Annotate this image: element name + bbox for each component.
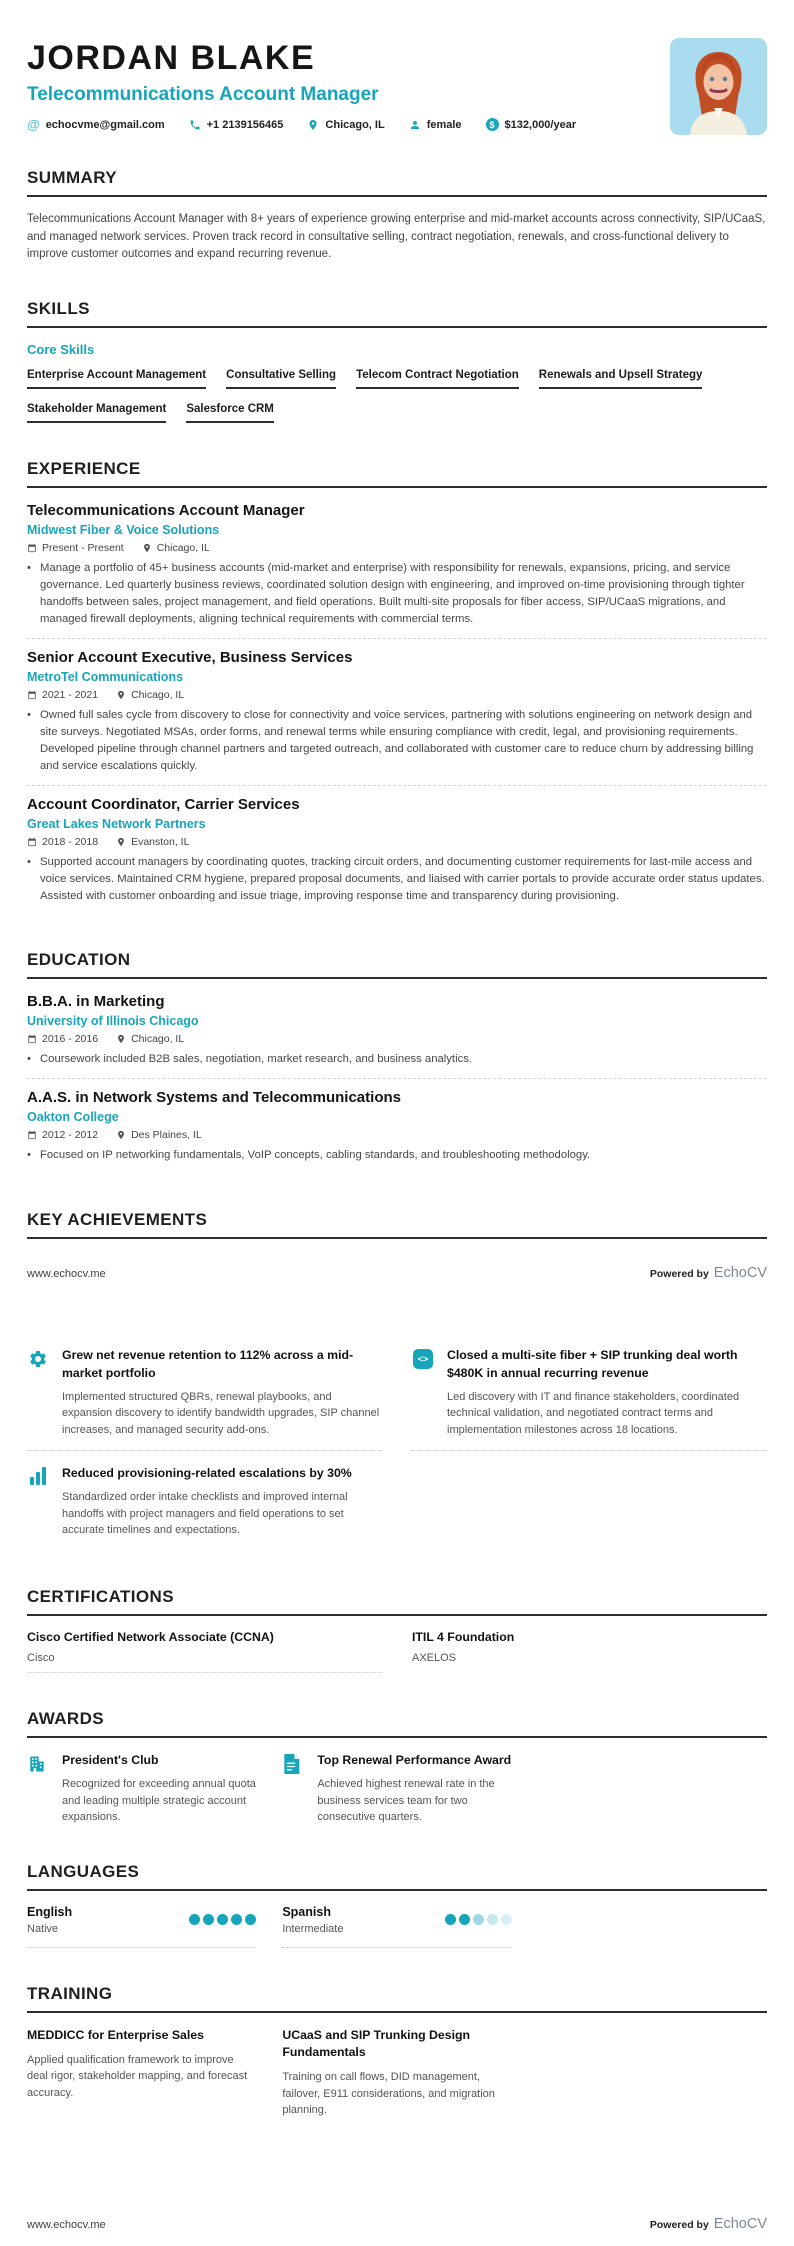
summary-text: Telecommunications Account Manager with 8+ years of experience growing enterprise and mid-market accounts across connectivity, SIP/UCaaS, and managed network services. Proven track record in consultative selling, contract negotiation, renewals, and cross-functional delivery to improve customer outcomes and expand recurring revenue. <box>27 213 766 260</box>
training-item <box>282 2027 511 2119</box>
languages-heading: LANGUAGES <box>27 1862 767 1891</box>
phone-icon <box>189 119 201 131</box>
education-entry <box>27 1089 767 1174</box>
gear-icon <box>27 1347 49 1438</box>
job-bullet: • Manage a portfolio of 45+ business accounts (mid-market and enterprise) with responsibility for renewals, expansions, pricing, and service governance. Led quarterly business reviews, coordinated solution design with engineering, and improved on-time provisioning through tighter handoffs between sales, project management, and field operations. Built multi-site proposals for fiber access, SIP/UCaaS migrations, and managed firewall deployments, aligning technical requirements with commercial terms. <box>27 560 767 628</box>
education-meta <box>27 1129 767 1141</box>
achievement-desc: Implemented structured QBRs, renewal playbooks, and expansion discovery to identify bandwidth upgrades, SIP channel increases, and managed security add-ons. <box>62 1390 380 1436</box>
skills-group-label: Core Skills <box>27 342 95 358</box>
certifications-heading: CERTIFICATIONS <box>27 1587 767 1616</box>
education-entry <box>27 993 767 1079</box>
echocv-brand: EchoCV <box>713 2216 767 2232</box>
job-meta <box>27 542 767 554</box>
language-level: Native <box>27 1922 59 1935</box>
education-meta <box>27 1033 767 1045</box>
education-bullet: • Focused on IP networking fundamentals, VoIP concepts, cabling standards, and troubleshooting methodology. <box>27 1147 767 1164</box>
header <box>27 40 767 132</box>
award-item <box>282 1752 511 1826</box>
education-bullet: • Coursework included B2B sales, negotiation, market research, and business analytics. <box>27 1051 767 1068</box>
achievement-title: Grew net revenue retention to 112% across a mid-market portfolio <box>62 1348 354 1380</box>
degree-title: B.B.A. in Marketing <box>27 993 165 1011</box>
language-proficiency-dots <box>445 1914 512 1925</box>
job-location-text: Chicago, IL <box>156 542 210 555</box>
training-title: MEDDICC for Enterprise Sales <box>27 2027 204 2042</box>
calendar-icon <box>27 543 37 553</box>
job-meta <box>27 689 767 701</box>
contact-salary <box>486 118 577 131</box>
job-dates <box>27 836 98 848</box>
skills-heading: SKILLS <box>27 299 767 328</box>
contact-phone <box>189 119 284 131</box>
language-level: Intermediate <box>282 1922 344 1935</box>
location-pin-icon <box>116 837 126 847</box>
language-labels <box>282 1905 343 1935</box>
certification-item <box>412 1630 767 1673</box>
calendar-icon <box>27 1130 37 1140</box>
achievement-item <box>27 1465 382 1551</box>
awards-heading: AWARDS <box>27 1709 767 1738</box>
education-dates <box>27 1033 98 1045</box>
job-date-text: 2021 - 2021 <box>42 688 99 701</box>
experience-entry <box>27 796 767 915</box>
bar-chart-icon <box>27 1465 49 1539</box>
location-pin-icon <box>116 690 126 700</box>
job-date-text: Present - Present <box>42 542 124 555</box>
location-pin-icon <box>116 1130 126 1140</box>
language-name: English <box>27 1904 73 1919</box>
footer-site-url: www.echocv.me <box>27 2219 106 2231</box>
page-footer <box>27 1265 767 1281</box>
footer-powered <box>650 2216 767 2232</box>
award-title: Top Renewal Performance Award <box>317 1752 512 1767</box>
job-location-text: Chicago, IL <box>131 688 185 701</box>
job-location <box>116 689 184 701</box>
profile-photo <box>670 38 767 135</box>
job-title: Senior Account Executive, Business Services <box>27 648 353 666</box>
job-location <box>116 836 189 848</box>
training-heading: TRAINING <box>27 1984 767 2013</box>
achievement-desc: Led discovery with IT and finance stakeholders, coordinated technical validation, and negotiated contract terms and implementation milestones across 18 locations. <box>447 1390 740 1436</box>
certification-item <box>27 1630 382 1673</box>
email-icon <box>27 117 40 132</box>
footer-site-url: www.echocv.me <box>27 1268 106 1281</box>
training-item <box>27 2027 256 2119</box>
education-dates <box>27 1129 98 1141</box>
headline-title: Telecommunications Account Manager <box>27 84 379 106</box>
language-labels <box>27 1905 72 1935</box>
degree-title: A.A.S. in Network Systems and Telecommunications <box>27 1089 401 1107</box>
training-title: UCaaS and SIP Trunking Design Fundamentals <box>282 2027 471 2059</box>
job-dates <box>27 542 124 554</box>
training-grid <box>27 2027 767 2119</box>
award-body <box>62 1752 256 1826</box>
calendar-icon <box>27 837 37 847</box>
training-desc: Training on call flows, DID management, failover, E911 considerations, and migration planning. <box>282 2071 495 2117</box>
certification-issuer: Cisco <box>27 1652 382 1673</box>
section-summary <box>27 168 767 263</box>
section-education <box>27 950 767 1174</box>
section-training <box>27 1984 767 2119</box>
certification-name: ITIL 4 Foundation <box>412 1629 515 1644</box>
education-date-text: 2016 - 2016 <box>42 1033 99 1046</box>
location-pin-icon <box>142 543 152 553</box>
section-awards <box>27 1709 767 1826</box>
experience-entry <box>27 502 767 639</box>
education-location <box>116 1033 184 1045</box>
achievement-body <box>62 1465 382 1539</box>
achievement-title: Reduced provisioning-related escalations by 30% <box>62 1466 352 1481</box>
company-name: MetroTel Communications <box>27 669 184 684</box>
contact-row <box>27 117 767 132</box>
job-bullet: • Supported account managers by coordinating quotes, tracking circuit orders, and documenting customer requirements for last-mile access and voice services. Maintained CRM hygiene, prepared proposal documents, and liaised with carrier portals to provide accurate order status updates. Assisted with customer onboarding and issue triage, improving response time and transparency during provisioning. <box>27 854 767 905</box>
building-icon <box>27 1752 49 1826</box>
location-pin-icon <box>116 1034 126 1044</box>
job-location-text: Evanston, IL <box>131 835 190 848</box>
award-item <box>27 1752 256 1826</box>
contact-email-text: echocvme@gmail.com <box>45 118 165 131</box>
skill-chip: Consultative Selling <box>226 369 336 389</box>
contact-location <box>307 119 384 131</box>
job-bullet: • Owned full sales cycle from discovery to close for connectivity and voice services, partnering with solutions engineering on network design and site surveys. Negotiated MSAs, order forms, and renewal terms while ensuring compliance with credit, legal, and provisioning requirements. Developed pipeline through channel partners and targeted outreach, and collaborated with customer care to reduce churn by addressing billing and service escalations quickly. <box>27 707 767 775</box>
section-experience <box>27 459 767 914</box>
job-title: Telecommunications Account Manager <box>27 502 305 520</box>
education-location-text: Chicago, IL <box>131 1033 185 1046</box>
job-meta <box>27 836 767 848</box>
skill-chip: Salesforce CRM <box>186 403 274 423</box>
training-desc: Applied qualification framework to improve deal rigor, stakeholder mapping, and forecast accuracy. <box>27 2053 248 2099</box>
skills-list <box>27 369 767 423</box>
contact-phone-text: +1 2139156465 <box>206 118 284 131</box>
experience-entry <box>27 649 767 786</box>
dollar-icon <box>486 118 499 131</box>
language-name: Spanish <box>282 1904 331 1919</box>
calendar-icon <box>27 690 37 700</box>
certifications-grid <box>27 1630 767 1673</box>
education-date-text: 2012 - 2012 <box>42 1129 99 1142</box>
achievements-grid <box>27 1347 767 1551</box>
section-achievements <box>27 1210 767 1551</box>
echocv-brand: EchoCV <box>713 1265 767 1282</box>
section-languages <box>27 1862 767 1948</box>
award-desc: Recognized for exceeding annual quota and leading multiple strategic account expansions. <box>62 1778 256 1824</box>
job-date-text: 2018 - 2018 <box>42 835 99 848</box>
company-name: Great Lakes Network Partners <box>27 816 206 831</box>
certification-name: Cisco Certified Network Associate (CCNA) <box>27 1629 274 1644</box>
contact-gender <box>409 119 462 131</box>
skill-chip: Stakeholder Management <box>27 403 166 423</box>
awards-grid <box>27 1752 767 1826</box>
section-certifications <box>27 1587 767 1673</box>
footer-powered <box>650 1265 767 1281</box>
contact-gender-text: female <box>426 118 462 131</box>
location-pin-icon <box>307 119 319 131</box>
achievement-title: Closed a multi-site fiber + SIP trunking deal worth $480K in annual recurring revenue <box>447 1348 738 1380</box>
education-location-text: Des Plaines, IL <box>131 1129 202 1142</box>
language-item <box>27 1905 256 1948</box>
award-desc: Achieved highest renewal rate in the business services team for two consecutive quarters. <box>317 1778 495 1824</box>
experience-heading: EXPERIENCE <box>27 459 767 488</box>
award-body <box>317 1752 511 1826</box>
contact-salary-text: $132,000/year <box>504 118 577 131</box>
company-name: Midwest Fiber & Voice Solutions <box>27 523 220 538</box>
person-name: JORDAN BLAKE <box>27 39 316 77</box>
education-location <box>116 1129 202 1141</box>
language-proficiency-dots <box>189 1914 256 1925</box>
job-location <box>142 542 210 554</box>
achievement-body <box>62 1347 382 1438</box>
achievement-body <box>447 1347 767 1438</box>
skill-chip: Enterprise Account Management <box>27 369 206 389</box>
achievements-heading: KEY ACHIEVEMENTS <box>27 1210 767 1239</box>
languages-grid <box>27 1905 767 1948</box>
school-name: Oakton College <box>27 1110 119 1125</box>
contact-location-text: Chicago, IL <box>325 118 385 131</box>
code-icon <box>412 1347 434 1438</box>
award-title: President's Club <box>62 1752 159 1767</box>
language-item <box>282 1905 511 1948</box>
document-icon <box>282 1752 304 1826</box>
achievement-item <box>27 1347 382 1451</box>
education-heading: EDUCATION <box>27 950 767 979</box>
achievement-item <box>412 1347 767 1451</box>
powered-by-label: Powered by <box>649 2219 709 2231</box>
job-dates <box>27 689 98 701</box>
skill-chip: Renewals and Upsell Strategy <box>539 369 703 389</box>
contact-email <box>27 117 165 132</box>
powered-by-label: Powered by <box>649 1268 709 1281</box>
section-skills <box>27 299 767 423</box>
summary-heading: SUMMARY <box>27 168 767 197</box>
calendar-icon <box>27 1034 37 1044</box>
achievement-desc: Standardized order intake checklists and improved internal handoffs with project managers and field operations to set accurate timelines and expectations. <box>62 1491 348 1537</box>
certification-issuer: AXELOS <box>412 1651 457 1664</box>
skill-chip: Telecom Contract Negotiation <box>356 369 519 389</box>
school-name: University of Illinois Chicago <box>27 1014 199 1029</box>
person-icon <box>409 119 421 131</box>
job-title: Account Coordinator, Carrier Services <box>27 795 300 813</box>
page-footer <box>27 2216 767 2232</box>
